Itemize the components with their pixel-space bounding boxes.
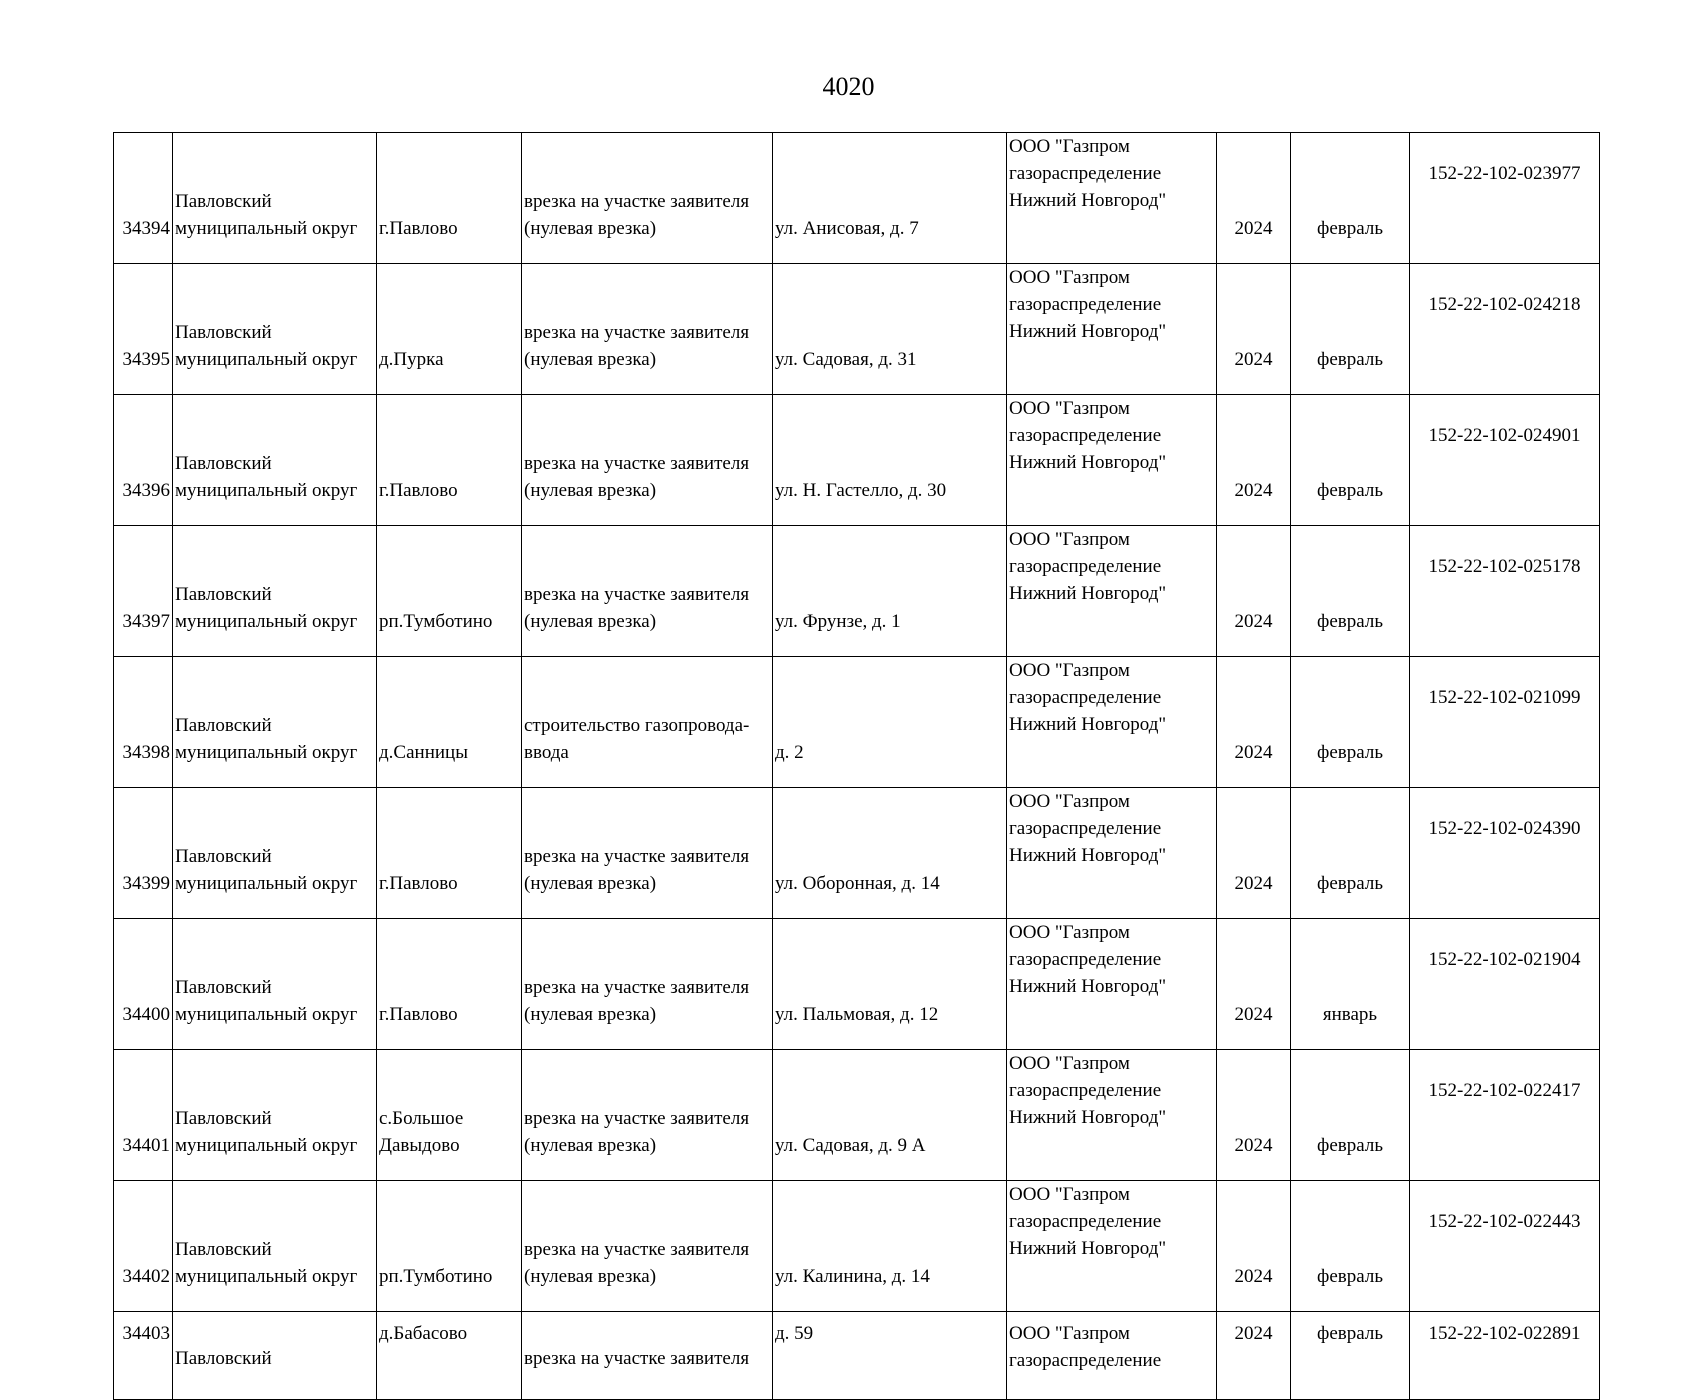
organization-cell-line: ООО "Газпром bbox=[1009, 660, 1130, 681]
address-cell: ул. Анисовая, д. 7 bbox=[773, 133, 1007, 264]
work-type-cell-line: (нулевая врезка) bbox=[524, 611, 657, 632]
year-cell: 2024 bbox=[1217, 526, 1291, 657]
work-type-cell-line: (нулевая врезка) bbox=[524, 349, 657, 370]
year-cell: 2024 bbox=[1217, 788, 1291, 919]
work-type-cell bbox=[522, 395, 773, 526]
month-cell: февраль bbox=[1291, 264, 1410, 395]
organization-cell-line: газораспределение bbox=[1009, 294, 1162, 315]
organization-cell-line: Нижний Новгород" bbox=[1009, 321, 1167, 342]
district-cell bbox=[173, 526, 377, 657]
month-cell: февраль bbox=[1291, 1181, 1410, 1312]
organization-cell bbox=[1007, 657, 1217, 788]
work-type-cell-line: врезка на участке заявителя bbox=[524, 322, 750, 343]
organization-cell-line: ООО "Газпром bbox=[1009, 267, 1130, 288]
settlement-cell-line: рп.Тумботино bbox=[379, 1266, 493, 1287]
work-type-cell bbox=[522, 526, 773, 657]
organization-cell bbox=[1007, 395, 1217, 526]
row-number-cell: 34403 bbox=[114, 1312, 173, 1400]
settlement-cell bbox=[377, 1050, 522, 1181]
organization-cell-line: ООО "Газпром bbox=[1009, 136, 1130, 157]
work-type-cell bbox=[522, 1312, 773, 1400]
settlement-cell-line: д.Пурка bbox=[379, 349, 444, 370]
month-cell: февраль bbox=[1291, 1050, 1410, 1181]
year-cell: 2024 bbox=[1217, 395, 1291, 526]
settlement-cell bbox=[377, 526, 522, 657]
work-type-cell-line: (нулевая врезка) bbox=[524, 1135, 657, 1156]
district-cell-line: Павловский bbox=[175, 1108, 272, 1129]
table-row bbox=[114, 1312, 1600, 1400]
district-cell bbox=[173, 1312, 377, 1400]
work-type-cell-line: ввода bbox=[524, 742, 569, 763]
row-number-cell: 34400 bbox=[114, 919, 173, 1050]
organization-cell-line: газораспределение bbox=[1009, 818, 1162, 839]
settlement-cell bbox=[377, 788, 522, 919]
district-cell-line: Павловский bbox=[175, 715, 272, 736]
organization-cell bbox=[1007, 526, 1217, 657]
table-row bbox=[114, 395, 1600, 526]
organization-cell-line: Нижний Новгород" bbox=[1009, 714, 1167, 735]
district-cell-line: муниципальный округ bbox=[175, 1004, 358, 1025]
organization-cell-line: газораспределение bbox=[1009, 425, 1162, 446]
organization-cell bbox=[1007, 1050, 1217, 1181]
work-type-cell bbox=[522, 1050, 773, 1181]
organization-cell-line: газораспределение bbox=[1009, 687, 1162, 708]
application-code-cell: 152-22-102-022443 bbox=[1410, 1181, 1600, 1312]
work-type-cell-line: (нулевая врезка) bbox=[524, 480, 657, 501]
district-cell-line: Павловский bbox=[175, 977, 272, 998]
organization-cell bbox=[1007, 919, 1217, 1050]
organization-cell-line: газораспределение bbox=[1009, 556, 1162, 577]
work-type-cell-line: врезка на участке заявителя bbox=[524, 977, 750, 998]
district-cell-line: муниципальный округ bbox=[175, 1266, 358, 1287]
district-cell bbox=[173, 133, 377, 264]
year-cell: 2024 bbox=[1217, 264, 1291, 395]
settlement-cell-line: г.Павлово bbox=[379, 218, 458, 239]
organization-cell-line: ООО "Газпром bbox=[1009, 791, 1130, 812]
work-type-cell-line: врезка на участке заявителя bbox=[524, 584, 750, 605]
settlement-cell bbox=[377, 395, 522, 526]
organization-cell-line: Нижний Новгород" bbox=[1009, 1238, 1167, 1259]
work-type-cell-line: строительство газопровода- bbox=[524, 715, 750, 736]
application-code-cell: 152-22-102-024218 bbox=[1410, 264, 1600, 395]
settlement-cell-line: д.Бабасово bbox=[379, 1323, 468, 1344]
settlement-cell-line: Давыдово bbox=[379, 1135, 460, 1156]
work-type-cell bbox=[522, 919, 773, 1050]
address-cell: ул. Садовая, д. 31 bbox=[773, 264, 1007, 395]
organization-cell-line: Нижний Новгород" bbox=[1009, 583, 1167, 604]
district-cell bbox=[173, 1181, 377, 1312]
month-cell: февраль bbox=[1291, 657, 1410, 788]
application-code-cell: 152-22-102-021099 bbox=[1410, 657, 1600, 788]
settlement-cell bbox=[377, 264, 522, 395]
organization-cell-line: Нижний Новгород" bbox=[1009, 452, 1167, 473]
organization-cell bbox=[1007, 1181, 1217, 1312]
organization-cell-line: ООО "Газпром bbox=[1009, 1184, 1130, 1205]
work-type-cell-line: врезка на участке заявителя bbox=[524, 1108, 750, 1129]
organization-cell-line: ООО "Газпром bbox=[1009, 1323, 1130, 1344]
district-cell-line: Павловский bbox=[175, 846, 272, 867]
settlement-cell bbox=[377, 133, 522, 264]
district-cell bbox=[173, 657, 377, 788]
table-row bbox=[114, 133, 1600, 264]
organization-cell bbox=[1007, 264, 1217, 395]
organization-cell bbox=[1007, 1312, 1217, 1400]
application-code-cell: 152-22-102-024390 bbox=[1410, 788, 1600, 919]
work-type-cell bbox=[522, 1181, 773, 1312]
page-number: 4020 bbox=[822, 72, 875, 101]
organization-cell-line: Нижний Новгород" bbox=[1009, 845, 1167, 866]
settlement-cell-line: рп.Тумботино bbox=[379, 611, 493, 632]
settlement-cell bbox=[377, 919, 522, 1050]
organization-cell-line: газораспределение bbox=[1009, 1211, 1162, 1232]
organization-cell-line: ООО "Газпром bbox=[1009, 398, 1130, 419]
row-number-cell: 34394 bbox=[114, 133, 173, 264]
month-cell: февраль bbox=[1291, 395, 1410, 526]
application-code-cell: 152-22-102-023977 bbox=[1410, 133, 1600, 264]
district-cell-line: муниципальный округ bbox=[175, 742, 358, 763]
work-type-cell-line: (нулевая врезка) bbox=[524, 1266, 657, 1287]
table-row bbox=[114, 788, 1600, 919]
row-number-cell: 34396 bbox=[114, 395, 173, 526]
address-cell: ул. Оборонная, д. 14 bbox=[773, 788, 1007, 919]
organization-cell-line: газораспределение bbox=[1009, 949, 1162, 970]
table-row bbox=[114, 264, 1600, 395]
settlement-cell bbox=[377, 1312, 522, 1400]
organization-cell-line: Нижний Новгород" bbox=[1009, 1107, 1167, 1128]
district-cell-line: муниципальный округ bbox=[175, 873, 358, 894]
organization-cell bbox=[1007, 133, 1217, 264]
organization-cell-line: ООО "Газпром bbox=[1009, 1053, 1130, 1074]
address-cell: ул. Фрунзе, д. 1 bbox=[773, 526, 1007, 657]
table-body bbox=[114, 133, 1600, 1400]
table-row bbox=[114, 1050, 1600, 1181]
district-cell-line: Павловский bbox=[175, 191, 272, 212]
district-cell bbox=[173, 919, 377, 1050]
district-cell-line: Павловский bbox=[175, 453, 272, 474]
table-row bbox=[114, 657, 1600, 788]
organization-cell-line: Нижний Новгород" bbox=[1009, 976, 1167, 997]
row-number-cell: 34402 bbox=[114, 1181, 173, 1312]
work-type-cell-line: врезка на участке заявителя bbox=[524, 1348, 750, 1369]
address-cell: ул. Калинина, д. 14 bbox=[773, 1181, 1007, 1312]
district-cell bbox=[173, 264, 377, 395]
organization-cell-line: газораспределение bbox=[1009, 163, 1162, 184]
settlement-cell-line: г.Павлово bbox=[379, 480, 458, 501]
month-cell: февраль bbox=[1291, 133, 1410, 264]
settlement-cell-line: г.Павлово bbox=[379, 1004, 458, 1025]
district-cell bbox=[173, 1050, 377, 1181]
address-cell: ул. Садовая, д. 9 А bbox=[773, 1050, 1007, 1181]
settlement-cell-line: г.Павлово bbox=[379, 873, 458, 894]
district-cell bbox=[173, 788, 377, 919]
work-type-cell-line: (нулевая врезка) bbox=[524, 218, 657, 239]
work-type-cell-line: врезка на участке заявителя bbox=[524, 191, 750, 212]
district-cell-line: Павловский bbox=[175, 322, 272, 343]
work-type-cell bbox=[522, 788, 773, 919]
district-cell-line: муниципальный округ bbox=[175, 1135, 358, 1156]
organization-cell-line: ООО "Газпром bbox=[1009, 922, 1130, 943]
application-code-cell: 152-22-102-024901 bbox=[1410, 395, 1600, 526]
settlement-cell bbox=[377, 657, 522, 788]
district-cell-line: муниципальный округ bbox=[175, 611, 358, 632]
work-type-cell-line: врезка на участке заявителя bbox=[524, 846, 750, 867]
work-type-cell bbox=[522, 264, 773, 395]
year-cell: 2024 bbox=[1217, 919, 1291, 1050]
month-cell: февраль bbox=[1291, 1312, 1410, 1400]
work-type-cell-line: (нулевая врезка) bbox=[524, 1004, 657, 1025]
year-cell: 2024 bbox=[1217, 1312, 1291, 1400]
row-number-cell: 34398 bbox=[114, 657, 173, 788]
district-cell-line: Павловский bbox=[175, 584, 272, 605]
row-number-cell: 34399 bbox=[114, 788, 173, 919]
year-cell: 2024 bbox=[1217, 133, 1291, 264]
settlement-cell-line: с.Большое bbox=[379, 1108, 464, 1129]
organization-cell-line: ООО "Газпром bbox=[1009, 529, 1130, 550]
table-row bbox=[114, 1181, 1600, 1312]
row-number-cell: 34395 bbox=[114, 264, 173, 395]
row-number-cell: 34397 bbox=[114, 526, 173, 657]
organization-cell-line: газораспределение bbox=[1009, 1080, 1162, 1101]
district-cell-line: Павловский bbox=[175, 1239, 272, 1260]
year-cell: 2024 bbox=[1217, 657, 1291, 788]
year-cell: 2024 bbox=[1217, 1050, 1291, 1181]
application-code-cell: 152-22-102-025178 bbox=[1410, 526, 1600, 657]
settlement-cell-line: д.Санницы bbox=[379, 742, 468, 763]
row-number-cell: 34401 bbox=[114, 1050, 173, 1181]
table-row bbox=[114, 526, 1600, 657]
district-cell-line: муниципальный округ bbox=[175, 349, 358, 370]
address-cell: д. 59 bbox=[773, 1312, 1007, 1400]
registry-table bbox=[113, 132, 1600, 1400]
application-code-cell: 152-22-102-022417 bbox=[1410, 1050, 1600, 1181]
work-type-cell bbox=[522, 133, 773, 264]
table-row bbox=[114, 919, 1600, 1050]
month-cell: февраль bbox=[1291, 526, 1410, 657]
month-cell: январь bbox=[1291, 919, 1410, 1050]
district-cell-line: Павловский bbox=[175, 1348, 272, 1369]
month-cell: февраль bbox=[1291, 788, 1410, 919]
district-cell-line: муниципальный округ bbox=[175, 218, 358, 239]
application-code-cell: 152-22-102-021904 bbox=[1410, 919, 1600, 1050]
district-cell bbox=[173, 395, 377, 526]
work-type-cell-line: врезка на участке заявителя bbox=[524, 1239, 750, 1260]
address-cell: ул. Пальмовая, д. 12 bbox=[773, 919, 1007, 1050]
organization-cell-line: газораспределение bbox=[1009, 1350, 1162, 1371]
year-cell: 2024 bbox=[1217, 1181, 1291, 1312]
work-type-cell-line: (нулевая врезка) bbox=[524, 873, 657, 894]
application-code-cell: 152-22-102-022891 bbox=[1410, 1312, 1600, 1400]
organization-cell bbox=[1007, 788, 1217, 919]
settlement-cell bbox=[377, 1181, 522, 1312]
organization-cell-line: Нижний Новгород" bbox=[1009, 190, 1167, 211]
district-cell-line: муниципальный округ bbox=[175, 480, 358, 501]
work-type-cell-line: врезка на участке заявителя bbox=[524, 453, 750, 474]
address-cell: ул. Н. Гастелло, д. 30 bbox=[773, 395, 1007, 526]
address-cell: д. 2 bbox=[773, 657, 1007, 788]
work-type-cell bbox=[522, 657, 773, 788]
